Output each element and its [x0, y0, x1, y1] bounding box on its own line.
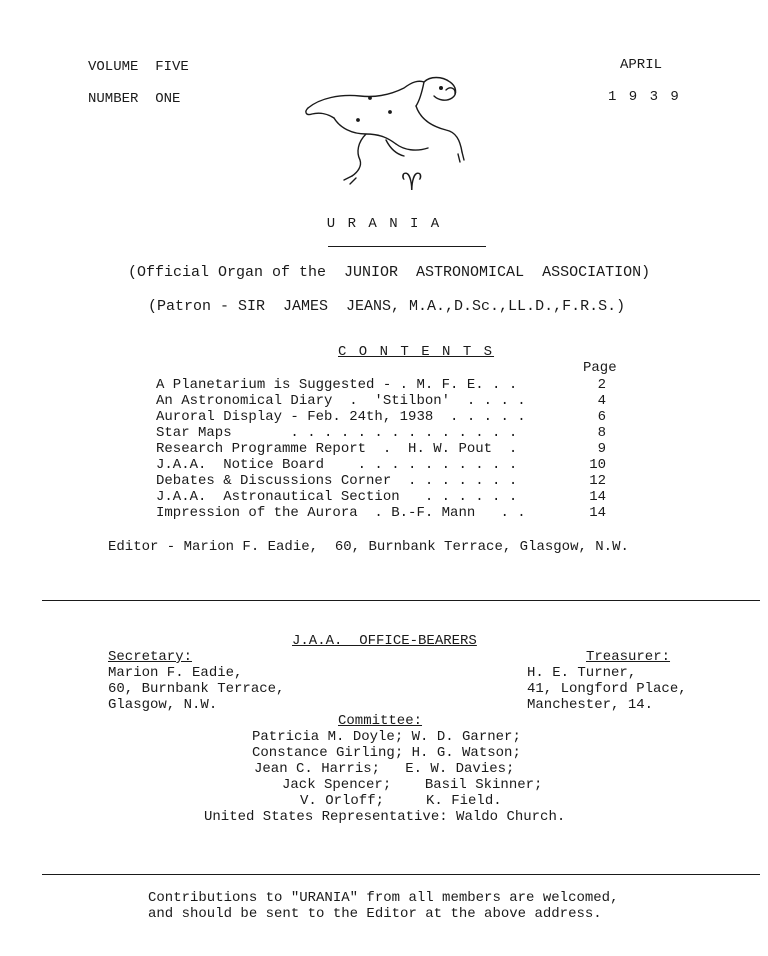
contents-item-page: 6 [597, 409, 606, 425]
section-divider [42, 600, 760, 601]
list-item [156, 441, 606, 457]
contents-item-title: Impression of the Aurora . B.-F. Mann . . [156, 505, 526, 521]
title-rule [328, 246, 486, 247]
contents-item-title: Auroral Display - Feb. 24th, 1938 . . . . . [156, 409, 526, 425]
aries-symbol: ♈ [401, 168, 423, 194]
committee-row: Jean C. Harris; E. W. Davies; [254, 761, 515, 777]
committee-row: Constance Girling; H. G. Watson; [252, 745, 521, 761]
patron-line: (Patron - SIR JAMES JEANS, M.A.,D.Sc.,LL.D.,F.R.S.) [148, 298, 626, 315]
contents-item-title: J.A.A. Astronautical Section . . . . . . [156, 489, 518, 505]
footer-line-2: and should be sent to the Editor at the above address. [148, 906, 602, 922]
list-item [156, 473, 606, 489]
treasurer-address: 41, Longford Place, [527, 681, 687, 697]
contents-item-title: A Planetarium is Suggested - . M. F. E. . . [156, 377, 518, 393]
editor-line: Editor - Marion F. Eadie, 60, Burnbank Terrace, Glasgow, N.W. [108, 539, 629, 555]
contents-item-page: 8 [597, 425, 606, 441]
footer-line-1: Contributions to "URANIA" from all members are welcomed, [148, 890, 619, 906]
year-label: 1 9 3 9 [608, 89, 681, 105]
committee-row: Jack Spencer; Basil Skinner; [282, 777, 543, 793]
contents-item-page: 9 [597, 441, 606, 457]
treasurer-label: Treasurer: [586, 649, 671, 665]
treasurer-city: Manchester, 14. [527, 697, 654, 713]
list-item [156, 505, 606, 521]
contents-item-title: J.A.A. Notice Board . . . . . . . . . . [156, 457, 518, 473]
contents-item-title: Research Programme Report . H. W. Pout . [156, 441, 518, 457]
committee-row: V. Orloff; K. Field. [300, 793, 502, 809]
publication-title: U R A N I A [326, 216, 442, 232]
contents-item-page: 2 [597, 377, 606, 393]
number-label: NUMBER ONE [88, 91, 181, 107]
contents-item-page: 14 [589, 489, 606, 505]
contents-item-title: An Astronomical Diary . 'Stilbon' . . . . [156, 393, 526, 409]
contents-item-page: 12 [589, 473, 606, 489]
list-item [156, 425, 606, 441]
volume-label: VOLUME FIVE [88, 59, 189, 75]
contents-item-title: Star Maps . . . . . . . . . . . . . . [156, 425, 518, 441]
secretary-address: 60, Burnbank Terrace, [108, 681, 285, 697]
secretary-label: Secretary: [108, 649, 193, 665]
committee-label: Committee: [338, 713, 423, 729]
month-label: APRIL [620, 57, 663, 73]
section-divider [42, 874, 760, 875]
ram-icon [300, 68, 472, 194]
contents-item-title: Debates & Discussions Corner . . . . . . . [156, 473, 518, 489]
treasurer-name: H. E. Turner, [527, 665, 637, 681]
page-column-label: Page [583, 360, 617, 376]
secretary-city: Glasgow, N.W. [108, 697, 218, 713]
list-item [156, 393, 606, 409]
contents-heading: C O N T E N T S [338, 344, 495, 360]
contents-item-page: 10 [589, 457, 606, 473]
secretary-name: Marion F. Eadie, [108, 665, 243, 681]
list-item [156, 409, 606, 425]
committee-row: Patricia M. Doyle; W. D. Garner; [252, 729, 521, 745]
contents-item-page: 4 [597, 393, 606, 409]
subtitle: (Official Organ of the JUNIOR ASTRONOMICAL ASSOCIATION) [128, 264, 651, 281]
us-representative: United States Representative: Waldo Church. [204, 809, 566, 825]
contents-item-page: 14 [589, 505, 606, 521]
list-item [156, 489, 606, 505]
list-item [156, 377, 606, 393]
office-bearers-heading: J.A.A. OFFICE-BEARERS [292, 633, 477, 649]
list-item [156, 457, 606, 473]
